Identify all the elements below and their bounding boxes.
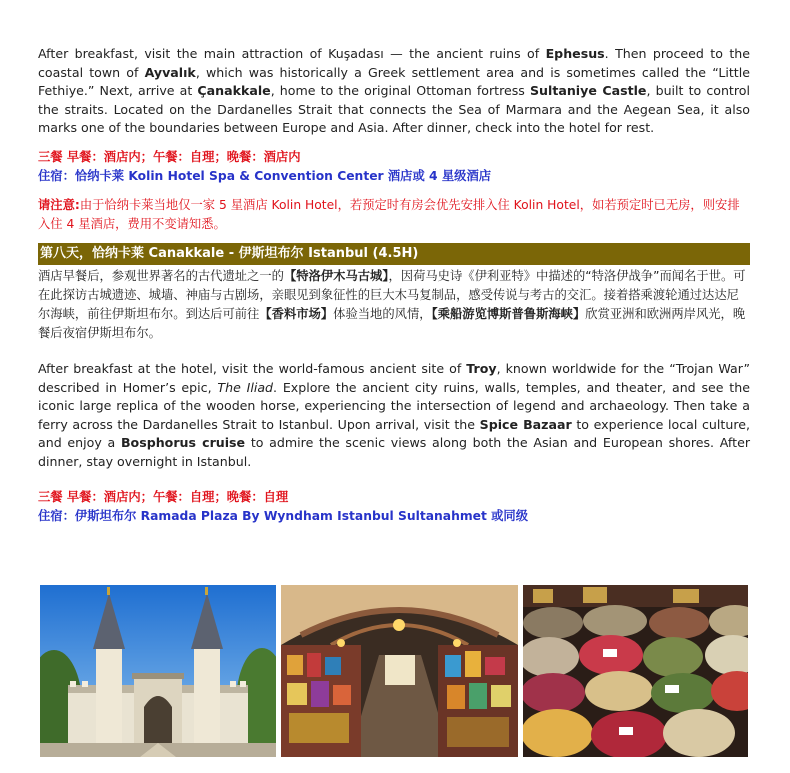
spice-bazaar-photo <box>523 585 748 757</box>
day7-hotel: 住宿：恰纳卡莱 Kolin Hotel Spa & Convention Center 酒店或 4 星级酒店 <box>38 168 492 183</box>
day7-meals: 三餐 早餐：酒店内；午餐：自理；晚餐：酒店内 <box>38 149 301 164</box>
day8-heading: 第八天，恰纳卡莱 Canakkale - 伊斯坦布尔 Istanbul (4.5H) <box>38 243 750 265</box>
ayvalik-highlight: Ayvalık <box>144 64 196 80</box>
troy-highlight-cn: 【特洛伊木马古城】 <box>283 268 389 283</box>
day8-meals: 三餐 早餐：酒店内；午餐：自理；晚餐：自理 <box>38 489 289 504</box>
spice-bazaar-highlight: Spice Bazaar <box>479 416 572 432</box>
topkapi-gate-photo <box>40 585 276 757</box>
sultaniye-highlight: Sultaniye Castle <box>529 83 647 99</box>
iliad-title: The Iliad <box>217 379 274 395</box>
ephesus-highlight: Ephesus <box>545 46 605 61</box>
notice-label: 请注意: <box>38 197 80 212</box>
grand-bazaar-photo <box>281 585 518 757</box>
itinerary-page <box>38 45 750 526</box>
bosphorus-cruise-highlight: Bosphorus cruise <box>120 435 246 451</box>
day7-notice: 请注意:由于恰纳卡莱当地仅一家 5 星酒店 Kolin Hotel，若预定时有房会优先安排入住 Kolin Hotel，如若预定时已无房，则安排入住 4 星酒店，费用不变请知悉。 <box>38 197 740 231</box>
day8-hotel: 住宿：伊斯坦布尔 Ramada Plaza By Wyndham Istanbul Sultanahmet 或同级 <box>38 508 529 523</box>
day7-english-description: After breakfast, visit the main attraction of Kuşadası — the ancient ruins of Ephesus. Then proceed to the coastal town of Ayvalık, which was historically a Greek settlement area and is sometimes called the “Little Fethiye.” Next, arrive at Çanakkale, home to the original Ottoman fortress Sultaniye Castle, built to control the straits. Located on the Dardanelles Strait that connects the Sea of Marmara and the Aegean Sea, it also marks one of the boundaries between Europe and Asia. After dinner, check into the hotel for rest. <box>38 46 751 136</box>
bosphorus-highlight-cn: 【乘船游览博斯普鲁斯海峡】 <box>431 306 586 321</box>
day8-chinese-description: 酒店早餐后，参观世界著名的古代遗址之一的【特洛伊木马古城】，因荷马史诗《伊利亚特》中描述的“特洛伊战争”而闻名于世。可在此探访古城遗迹、城墙、神庙与古剧场，亲眼见到象征性的巨大木马复制品，感受传说与考古的交汇。接着搭乘渡轮通过达达尼尔海峡，前往伊斯坦布尔。到达后可前往【香料市场】体验当地的风情，【乘船游览博斯普鲁斯海峡】欣赏亚洲和欧洲两岸风光，晚餐后夜宿伊斯坦布尔。 <box>38 268 746 340</box>
photo-strip <box>40 585 748 757</box>
canakkale-highlight: Çanakkale <box>197 83 271 99</box>
troy-highlight: Troy <box>466 360 497 376</box>
day8-english-description: After breakfast at the hotel, visit the world-famous ancient site of Troy, known worldwide for the “Trojan War” described in Homer’s epic, The Iliad. Explore the ancient city ruins, walls, temples, and theater, and see the iconic large replica of the wooden horse, experiencing the intersection of legend and archaeology. Then take a ferry across the Dardanelles Strait to Istanbul. Upon arrival, visit the Spice Bazaar to experience local culture, and enjoy a Bosphorus cruise to admire the scenic views along both the Asian and European shores. After dinner, stay overnight in Istanbul. <box>38 360 751 469</box>
spice-market-highlight-cn: 【香料市场】 <box>259 306 334 321</box>
